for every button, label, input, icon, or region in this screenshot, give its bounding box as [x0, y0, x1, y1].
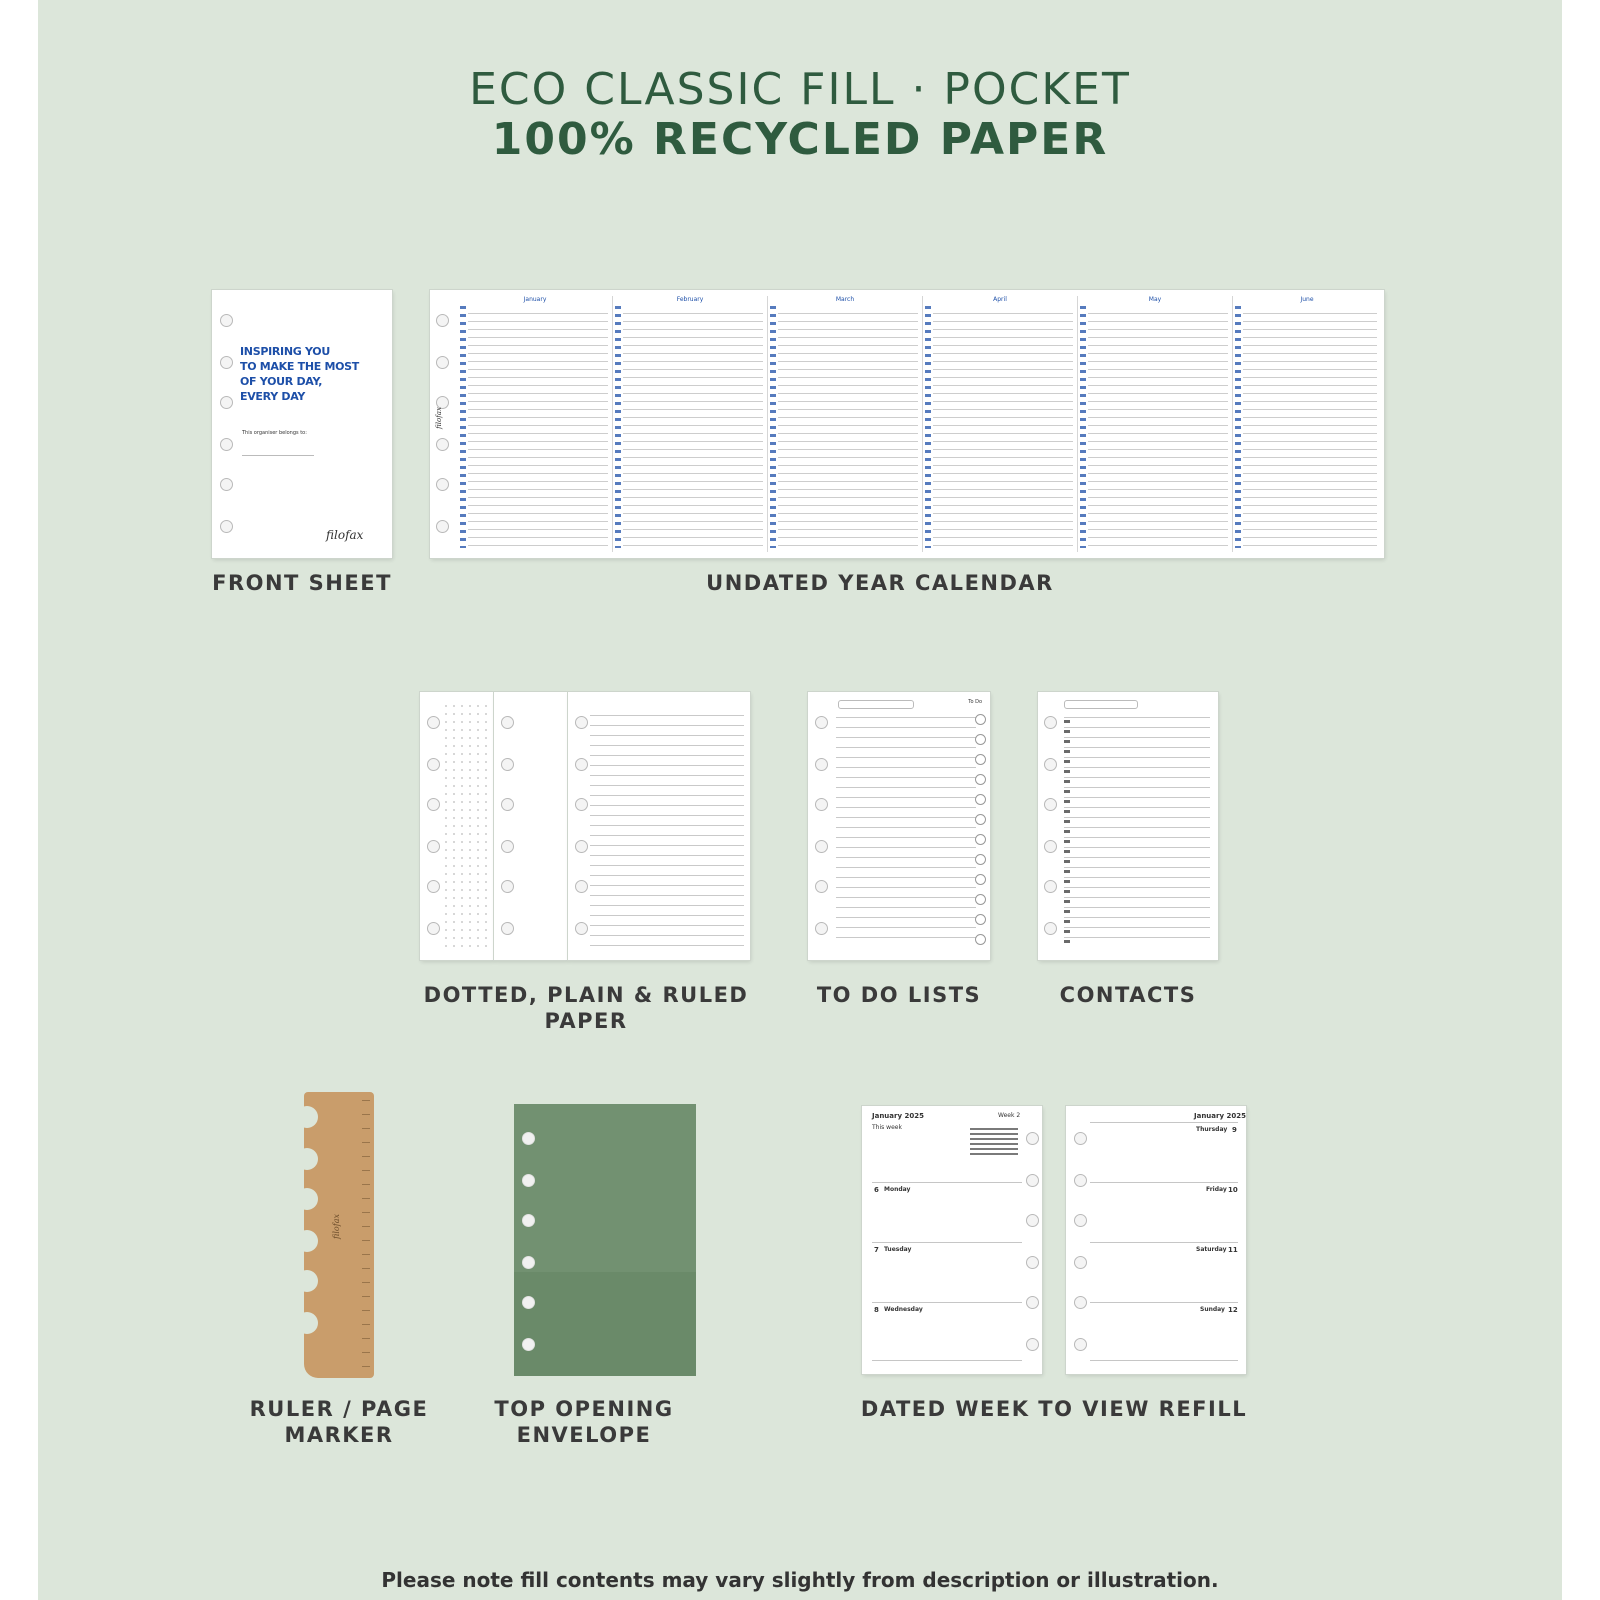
punch-hole	[815, 758, 828, 771]
checkbox-icon	[975, 854, 986, 865]
ruled-paper-sheet	[568, 692, 750, 960]
punch-hole	[501, 922, 514, 935]
week-left-month: January 2025	[872, 1112, 924, 1120]
year-calendar-caption: UNDATED YEAR CALENDAR	[706, 571, 1054, 595]
punch-hole	[1074, 1214, 1087, 1227]
ruler-notch	[296, 1230, 318, 1252]
punch-hole	[575, 880, 588, 893]
checkbox-icon	[975, 774, 986, 785]
punch-hole	[501, 716, 514, 729]
month-column-april: April	[923, 296, 1078, 552]
punch-hole	[522, 1132, 535, 1145]
day-name: Thursday	[1196, 1126, 1228, 1133]
disclaimer-note: Please note fill contents may vary slightly from description or illustration.	[381, 1568, 1219, 1592]
week-notes-label: This week	[872, 1124, 902, 1131]
punch-hole	[1044, 716, 1057, 729]
day-name: Tuesday	[884, 1246, 912, 1253]
punch-hole	[1074, 1132, 1087, 1145]
day-name: Sunday	[1200, 1306, 1225, 1313]
punch-hole	[1074, 1256, 1087, 1269]
punch-hole	[1026, 1214, 1039, 1227]
ruler-page-marker	[304, 1092, 374, 1378]
checkbox-icon	[975, 874, 986, 885]
punch-hole	[1044, 922, 1057, 935]
ruled-lines	[590, 706, 744, 946]
punch-hole	[575, 840, 588, 853]
punch-hole	[436, 356, 449, 369]
checkbox-icon	[975, 814, 986, 825]
checkbox-icon	[975, 714, 986, 725]
dot-grid	[442, 702, 490, 950]
punch-hole	[427, 880, 440, 893]
day-name: Saturday	[1196, 1246, 1227, 1253]
punch-hole	[575, 798, 588, 811]
ruler-notch	[296, 1312, 318, 1334]
punch-hole	[522, 1256, 535, 1269]
month-column-june: June	[1233, 296, 1381, 552]
punch-hole	[501, 798, 514, 811]
month-column-march: March	[768, 296, 923, 552]
punch-hole	[815, 922, 828, 935]
todo-sheet	[808, 692, 990, 960]
checkbox-icon	[975, 734, 986, 745]
ruler-caption: RULER / PAGE MARKER	[249, 1397, 429, 1447]
brand-logo: filofax	[326, 528, 364, 542]
plain-paper-sheet	[494, 692, 568, 960]
checkbox-icon	[975, 794, 986, 805]
checkbox-icon	[975, 934, 986, 945]
year-calendar-sheet	[430, 290, 1384, 558]
punch-hole	[1026, 1174, 1039, 1187]
todo-header: To Do	[968, 699, 982, 705]
day-name: Friday	[1206, 1186, 1227, 1193]
week-number: Week 2	[998, 1112, 1021, 1119]
day-name: Monday	[884, 1186, 911, 1193]
punch-hole	[501, 880, 514, 893]
day-number: 7	[874, 1246, 879, 1254]
punch-hole	[427, 840, 440, 853]
punch-hole	[427, 922, 440, 935]
ruled-lines	[1064, 708, 1210, 946]
footer-line	[872, 1360, 1022, 1361]
day-divider	[1090, 1302, 1238, 1303]
punch-hole	[1044, 840, 1057, 853]
day-divider	[1090, 1182, 1238, 1183]
punch-hole	[1026, 1296, 1039, 1309]
punch-hole	[815, 840, 828, 853]
day-number: 11	[1228, 1246, 1238, 1254]
punch-hole	[220, 520, 233, 533]
punch-hole	[501, 758, 514, 771]
punch-hole	[436, 438, 449, 451]
punch-hole	[1044, 798, 1057, 811]
week-right-month: January 2025	[1194, 1112, 1246, 1120]
envelope-pocket	[514, 1272, 696, 1376]
punch-hole	[522, 1214, 535, 1227]
punch-hole	[1044, 880, 1057, 893]
page-title: ECO CLASSIC FILL · POCKET	[469, 64, 1131, 115]
ruler-notch	[296, 1148, 318, 1170]
day-divider	[872, 1302, 1022, 1303]
week-view-right-page	[1066, 1106, 1246, 1374]
punch-hole	[575, 758, 588, 771]
punch-hole	[436, 314, 449, 327]
punch-hole	[427, 758, 440, 771]
punch-hole	[575, 922, 588, 935]
punch-hole	[522, 1174, 535, 1187]
contact-icons-column	[1064, 720, 1070, 950]
punch-hole	[1074, 1174, 1087, 1187]
owner-label: This organiser belongs to:	[242, 430, 307, 436]
day-number: 6	[874, 1186, 879, 1194]
day-divider	[872, 1242, 1022, 1243]
ruler-notch	[296, 1188, 318, 1210]
checkbox-icon	[975, 754, 986, 765]
punch-hole	[1074, 1338, 1087, 1351]
top-opening-envelope	[514, 1104, 696, 1376]
owner-line	[242, 455, 314, 456]
punch-hole	[575, 716, 588, 729]
contacts-caption: CONTACTS	[1059, 983, 1197, 1007]
checkbox-icon	[975, 834, 986, 845]
papers-caption: DOTTED, PLAIN & RULED PAPER	[423, 983, 749, 1033]
footer-line	[1090, 1360, 1238, 1361]
punch-hole	[501, 840, 514, 853]
punch-hole	[815, 798, 828, 811]
punch-hole	[1044, 758, 1057, 771]
day-number: 9	[1232, 1126, 1237, 1134]
day-divider	[872, 1182, 1022, 1183]
mini-calendar	[970, 1128, 1018, 1158]
day-divider	[1090, 1242, 1238, 1243]
product-panel	[38, 0, 1562, 1600]
front-sheet	[212, 290, 392, 558]
punch-hole	[220, 478, 233, 491]
header-line	[1090, 1122, 1238, 1123]
ruler-ticks	[362, 1100, 370, 1368]
ruled-lines	[836, 708, 976, 946]
front-sheet-caption: FRONT SHEET	[212, 571, 392, 595]
day-number: 10	[1228, 1186, 1238, 1194]
punch-hole	[436, 520, 449, 533]
day-number: 12	[1228, 1306, 1238, 1314]
punch-hole	[427, 798, 440, 811]
brand-logo: filofax	[331, 1214, 341, 1239]
front-sheet-slogan: INSPIRING YOU TO MAKE THE MOST OF YOUR DAY, EVERY DAY	[240, 345, 359, 403]
contacts-sheet	[1038, 692, 1218, 960]
punch-hole	[220, 356, 233, 369]
ruler-notch	[296, 1270, 318, 1292]
punch-hole	[1026, 1132, 1039, 1145]
checkbox-icon	[975, 914, 986, 925]
day-name: Wednesday	[884, 1306, 923, 1313]
punch-hole	[815, 716, 828, 729]
punch-hole	[220, 314, 233, 327]
page-subtitle: 100% RECYCLED PAPER	[491, 114, 1109, 165]
punch-hole	[522, 1338, 535, 1351]
month-column-february: February	[613, 296, 768, 552]
week-view-left-page	[862, 1106, 1042, 1374]
punch-hole	[220, 396, 233, 409]
todo-caption: TO DO LISTS	[816, 983, 982, 1007]
punch-hole	[1074, 1296, 1087, 1309]
punch-hole	[220, 438, 233, 451]
punch-hole	[427, 716, 440, 729]
month-column-january: January	[458, 296, 613, 552]
brand-logo: filofax	[434, 407, 443, 429]
punch-hole	[522, 1296, 535, 1309]
ruler-notch	[296, 1106, 318, 1128]
week-refill-caption: DATED WEEK TO VIEW REFILL	[860, 1397, 1248, 1421]
dotted-paper-sheet	[420, 692, 494, 960]
punch-hole	[1026, 1256, 1039, 1269]
punch-hole	[815, 880, 828, 893]
checkbox-icon	[975, 894, 986, 905]
punch-hole	[1026, 1338, 1039, 1351]
day-number: 8	[874, 1306, 879, 1314]
punch-hole	[436, 478, 449, 491]
envelope-caption: TOP OPENING ENVELOPE	[494, 1397, 674, 1447]
month-column-may: May	[1078, 296, 1233, 552]
